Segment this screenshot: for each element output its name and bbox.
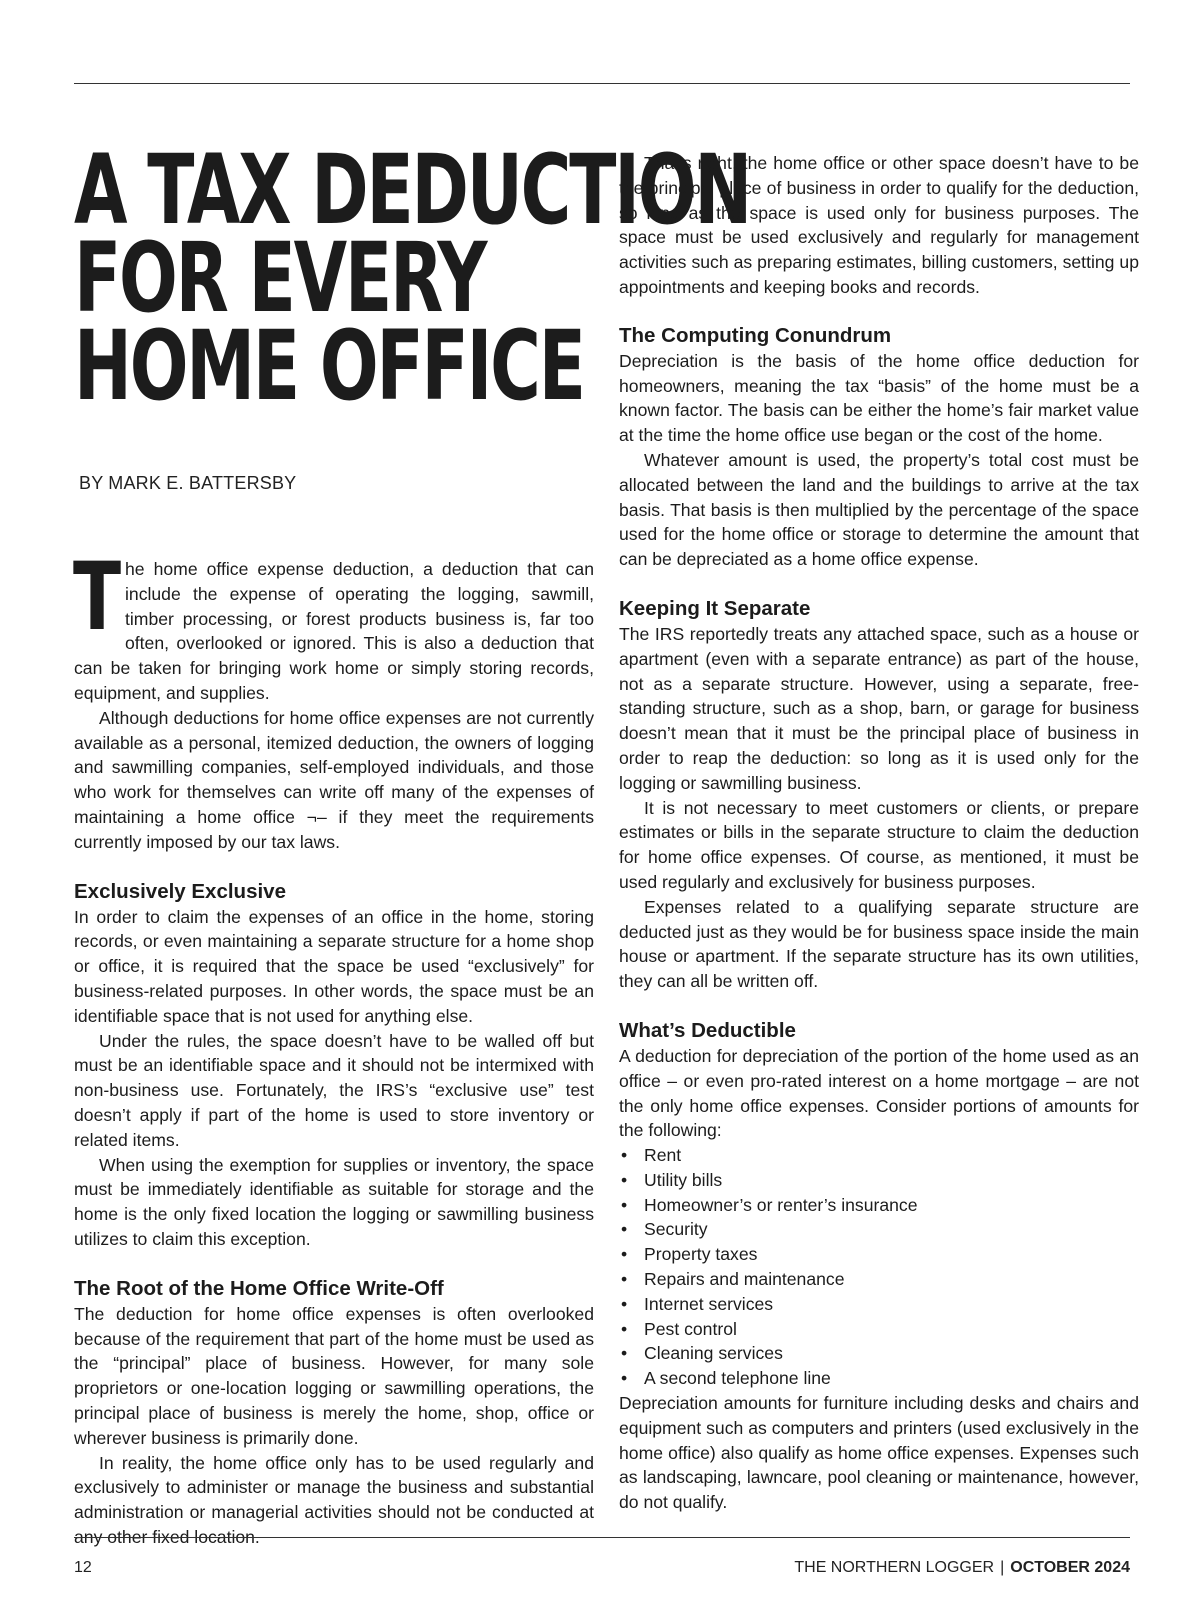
list-item: • Homeowner’s or renter’s insurance (619, 1193, 1139, 1218)
page-number: 12 (74, 1559, 92, 1576)
bottom-rule (74, 1537, 1130, 1538)
section-paragraph: Depreciation is the basis of the home office deduction for homeowners, meaning the tax “basis” of the home must be a known factor. The basis can be either the home’s fair market value at the time the home office use began or the cost of the home. (619, 350, 1139, 446)
section-paragraph: The deduction for home office expenses is often overlooked because of the requirement that part of the home must be used as the “principal” place of business. However, for many sole proprietors or one-location logging or sawmilling operations, the principal place of business is merely the home, shop, office or wherever business is primarily done. (74, 1303, 594, 1448)
list-item: • Repairs and maintenance (619, 1267, 1139, 1292)
publication-name: THE NORTHERN LOGGER (794, 1559, 995, 1576)
list-item: • Utility bills (619, 1168, 1139, 1193)
section-paragraph: Under the rules, the space doesn’t have to be walled off but must be an identifiable space and it should not be intermixed with non-business use. Fortunately, the IRS’s “exclusive use” test doesn’t apply if part of the home is used to store inventory or related items. (74, 1030, 594, 1150)
list-item: • Property taxes (619, 1242, 1139, 1267)
section-paragraph: Whatever amount is used, the property’s total cost must be allocated between the land and the buildings to arrive at the tax basis. That basis is then multiplied by the percentage of the space used for the home office or storage to determine the amount that can be depreciated as a home office expense. (619, 449, 1139, 570)
section-heading-exclusive: Exclusively Exclusive (74, 879, 286, 903)
footer-separator: | (1000, 1559, 1005, 1576)
section-paragraph: In order to claim the expenses of an office in the home, storing records, or even maintaining a separate structure for a home shop or office, it is required that the space be used “exclusively” for business-related purposes. In other words, the space must be an identifiable space that is not used for anything else. (74, 906, 594, 1026)
right-column (619, 151, 1139, 1515)
list-item: • A second telephone line (619, 1366, 1139, 1391)
list-item: • Security (619, 1217, 1139, 1242)
section-paragraph: It is not necessary to meet customers or clients, or prepare estimates or bills in the separate structure to claim the deduction for home office expenses. Of course, as mentioned, it must be used regularly and exclusively for business purposes. (619, 797, 1139, 892)
title-line-2: FOR EVERY (74, 222, 486, 334)
section-paragraph: In reality, the home office only has to be used regularly and exclusively to administer or manage the business and substantial administration or managerial activities should not be conducted at any other fixed location. (74, 1452, 594, 1547)
section-heading-deductible: What’s Deductible (619, 1018, 796, 1042)
section-heading-root: The Root of the Home Office Write-Off (74, 1276, 444, 1300)
footer-publication-info (794, 1559, 1130, 1577)
deductible-list (619, 1143, 1139, 1391)
section-paragraph: Expenses related to a qualifying separate structure are deducted just as they would be for business space inside the main house or apartment. If the separate structure has its own utilities, they can all be written off. (619, 896, 1139, 992)
title-line-3: HOME OFFICE (74, 310, 584, 422)
section-paragraph: Depreciation amounts for furniture including desks and chairs and equipment such as computers and printers (used exclusively in the home office) also qualify as home office expenses. Expenses such as landscaping, lawncare, pool cleaning or maintenance, however, do not qualify. (619, 1393, 1139, 1513)
section-paragraph: A deduction for depreciation of the portion of the home used as an office – or even pro-rated interest on a home mortgage – are not the only home office expenses. Consider portions of amounts for the following: (619, 1045, 1139, 1141)
section-heading-computing: The Computing Conundrum (619, 323, 892, 347)
byline: BY MARK E. BATTERSBY (79, 473, 297, 493)
intro-paragraph-2: Although deductions for home office expenses are not currently available as a personal, itemized deduction, the owners of logging and sawmilling companies, self-employed individuals, and those who work for themselves can write off many of the expenses of maintaining a home office ¬– if they meet the requirements currently imposed by our tax laws. (74, 707, 594, 852)
issue-date: OCTOBER 2024 (1010, 1559, 1130, 1576)
lead-text: he home office expense deduction, a deduction that can include the expense of operating the logging, sawmill, timber processing, or forest products business is, far too often, overlooked or ignored. This is also a deduction that can be taken for bringing work home or simply storing records, equipment, and supplies. (74, 559, 594, 703)
title-line-1: A TAX DEDUCTION (74, 134, 751, 246)
section-paragraph: That’s right, the home office or other space doesn’t have to be the principal place of business in order to qualify for the deduction, so long as the space is used only for business purposes. The space must be used exclusively and regularly for management activities such as preparing estimates, billing customers, setting up appointments and keeping books and records. (619, 153, 1139, 297)
top-rule (74, 83, 1130, 84)
list-item: • Rent (619, 1143, 1139, 1168)
section-paragraph: When using the exemption for supplies or inventory, the space must be immediately identifiable as suitable for storage and the home is the only fixed location the logging or sawmilling business utilizes to claim this exception. (74, 1154, 594, 1249)
lead-paragraph (73, 543, 594, 706)
list-item: • Pest control (619, 1317, 1139, 1342)
list-item: • Cleaning services (619, 1341, 1139, 1366)
drop-cap: T (73, 543, 122, 652)
section-paragraph: The IRS reportedly treats any attached space, such as a house or apartment (even with a separate entrance) as part of the house, not as a separate structure. However, using a separate, free-standing structure, such as a shop, barn, or garage for business doesn’t mean that it must be the principal place of business in order to reap the deduction: so long as it is used only for the logging or sawmilling business. (619, 623, 1139, 793)
list-item: • Internet services (619, 1292, 1139, 1317)
article-title (74, 134, 751, 422)
section-heading-separate: Keeping It Separate (619, 596, 811, 620)
